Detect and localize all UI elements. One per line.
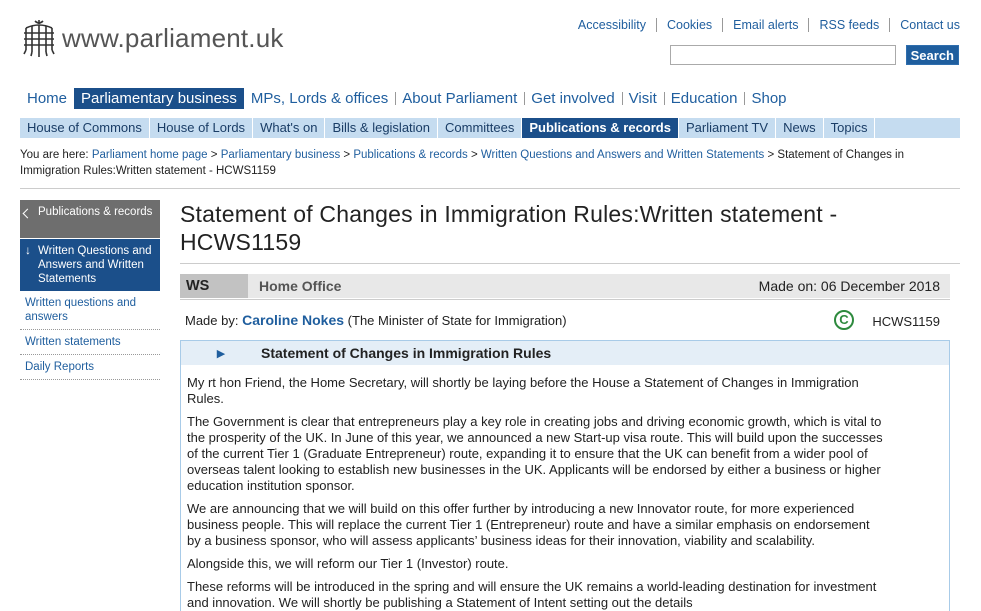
arrow-down-icon: ↓: [25, 243, 31, 257]
paragraph: Alongside this, we will reform our Tier 1 (Investor) route.: [187, 556, 509, 571]
nav-get-involved[interactable]: Get involved: [524, 88, 621, 109]
statement-info-bar: [180, 274, 950, 298]
nav-home[interactable]: Home: [27, 90, 68, 107]
subnav-news[interactable]: News: [776, 118, 824, 138]
statement-body: [181, 365, 891, 611]
copyright-icon: C: [834, 310, 854, 330]
subnav-house-of-lords[interactable]: House of Lords: [150, 118, 253, 138]
breadcrumb-separator: >: [470, 149, 478, 161]
paragraph: My rt hon Friend, the Home Secretary, will shortly be laying before the House a Statement of Changes in Immigration Rules.: [187, 375, 859, 406]
logo-text: www.parliament.uk: [62, 22, 284, 53]
nav-shop[interactable]: Shop: [744, 88, 793, 109]
nav-parliamentary-business[interactable]: Parliamentary business: [74, 88, 244, 109]
cookies-link[interactable]: Cookies: [656, 18, 722, 32]
statement-heading: Statement of Changes in Immigration Rules: [261, 345, 552, 361]
breadcrumb-link-parliamentary-business[interactable]: Parliamentary business: [220, 149, 341, 161]
accordion-header[interactable]: [181, 341, 949, 365]
paragraph: These reforms will be introduced in the spring and will ensure the UK remains a world-leading destination for investment and innovation. We will shortly be publishing a Statement of Intent setting out the details: [187, 579, 877, 610]
subnav-bills-legislation[interactable]: Bills & legislation: [325, 118, 438, 138]
paragraph: We are announcing that we will build on this offer further by introducing a new Innovator route, for more experienced business people. This will replace the current Tier 1 (Entrepreneur) route and have a similar emphasis on endorsement by a business sponsor, who will assess applicants’ business ideas for their innovation, viability and scalability.: [187, 501, 870, 548]
triangle-right-icon: ▶: [216, 347, 226, 360]
left-nav: [20, 200, 160, 380]
page-title: Statement of Changes in Immigration Rules:Written statement - HCWS1159: [180, 201, 838, 255]
secondary-nav: [20, 118, 960, 138]
subnav-committees[interactable]: Committees: [438, 118, 522, 138]
subnav-topics[interactable]: Topics: [824, 118, 876, 138]
breadcrumb-link-home[interactable]: Parliament home page: [91, 149, 208, 161]
statement-accordion: [180, 340, 950, 611]
subnav-whats-on[interactable]: What's on: [253, 118, 325, 138]
subnav-publications-records[interactable]: Publications & records: [522, 118, 679, 138]
minister-link[interactable]: Caroline Nokes: [242, 312, 345, 328]
paragraph: The Government is clear that entrepreneurs play a key role in creating jobs and driving economic growth, which is vital to the prosperity of the UK. In June of this year, we announced a new Start-up visa route. This will build upon the successes of the current Tier 1 (Graduate Entrepreneur) route, expanding it to ensure that the UK can benefit from a wider pool of overseas talent looking to establish new businesses in the UK. Applicants will be endorsed by either a business or higher education institution sponsor.: [187, 414, 883, 493]
breadcrumb-separator: >: [343, 149, 351, 161]
leftnav-item-written-questions[interactable]: Written questions and answers: [20, 291, 160, 330]
divider: [180, 263, 960, 264]
breadcrumb-link-written-questions[interactable]: Written Questions and Answers and Written Statements: [480, 149, 765, 161]
made-on-date: Made on: 06 December 2018: [758, 278, 940, 294]
made-by-label: Made by:: [185, 313, 239, 328]
site-logo[interactable]: [22, 18, 284, 58]
statement-reference: HCWS1159: [872, 314, 940, 329]
divider: [180, 299, 950, 300]
primary-nav: [20, 88, 960, 109]
search-button[interactable]: Search: [906, 45, 959, 65]
subnav-parliament-tv[interactable]: Parliament TV: [679, 118, 776, 138]
nav-visit[interactable]: Visit: [622, 88, 664, 109]
minister-role: (The Minister of State for Immigration): [347, 313, 567, 328]
leftnav-item-daily-reports[interactable]: Daily Reports: [20, 355, 160, 380]
leftnav-level1-label: Publications & records: [38, 206, 153, 218]
breadcrumb: [20, 147, 960, 179]
nav-mps-lords-offices[interactable]: MPs, Lords & offices: [250, 90, 389, 107]
main-content: [180, 200, 960, 611]
rss-feeds-link[interactable]: RSS feeds: [808, 18, 889, 32]
breadcrumb-prefix: You are here:: [20, 149, 89, 161]
search-form: [670, 45, 959, 65]
breadcrumb-current: Statement of Changes in Immigration Rules:Written statement - HCWS1159: [20, 149, 904, 177]
breadcrumb-separator: >: [210, 149, 218, 161]
subnav-house-of-commons[interactable]: House of Commons: [20, 118, 150, 138]
made-by: [185, 312, 567, 328]
email-alerts-link[interactable]: Email alerts: [722, 18, 808, 32]
nav-education[interactable]: Education: [664, 88, 745, 109]
leftnav-written-questions-statements[interactable]: [20, 239, 160, 291]
breadcrumb-separator: >: [767, 149, 775, 161]
leftnav-item-written-statements[interactable]: Written statements: [20, 330, 160, 355]
leftnav-publications-records[interactable]: [20, 200, 160, 238]
leftnav-level2-label: Written Questions and Answers and Written Statements: [38, 245, 152, 285]
statement-type: WS: [180, 274, 248, 298]
nav-about-parliament[interactable]: About Parliament: [395, 88, 524, 109]
breadcrumb-link-publications-records[interactable]: Publications & records: [353, 149, 468, 161]
department: Home Office: [259, 278, 342, 294]
portcullis-icon: [22, 18, 56, 58]
divider: [20, 188, 960, 189]
made-by-row: [180, 310, 950, 334]
utility-links: [568, 18, 960, 32]
search-input[interactable]: [670, 45, 896, 65]
contact-us-link[interactable]: Contact us: [889, 18, 960, 32]
accessibility-link[interactable]: Accessibility: [577, 18, 646, 32]
